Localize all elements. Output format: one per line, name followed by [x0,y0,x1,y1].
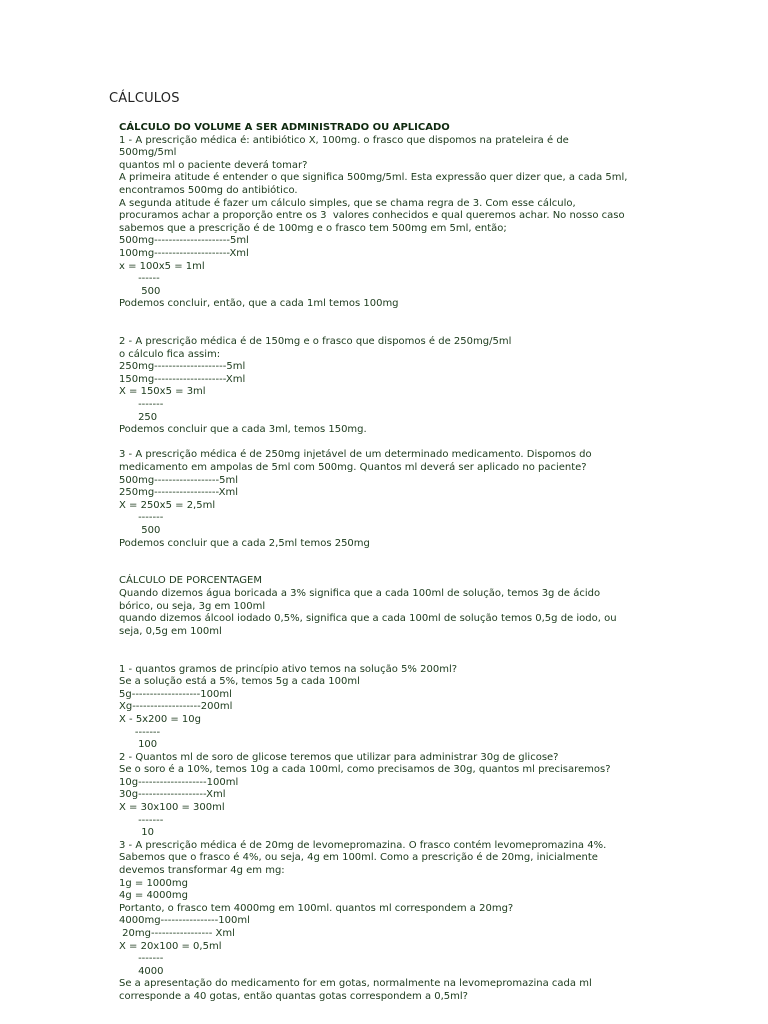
text-line: quando dizemos álcool iodado 0,5%, significa que a cada 100ml de solução temos 0,5g de iodo, ou [119,613,617,625]
text-line: 3 - A prescrição médica é de 20mg de levomepromazina. O frasco contém levomepromazina 4%. [119,839,607,851]
text-line: Xg-------------------200ml [119,701,233,713]
text-line: CÁLCULO DE PORCENTAGEM [119,575,262,587]
text-line: Quando dizemos água boricada a 3% significa que a cada 100ml de solução, temos 3g de ácido [119,587,601,599]
text-line: ------ [119,273,160,285]
text-line: X = 150x5 = 3ml [119,386,206,398]
text-line: X = 250x5 = 2,5ml [119,499,216,511]
text-line: Portanto, o frasco tem 4000mg em 100ml. quantos ml correspondem a 20mg? [119,902,514,914]
text-line: 2 - Quantos ml de soro de glicose teremos que utilizar para administrar 30g de glicose? [119,751,559,763]
text-line: 10 [119,827,154,839]
text-line: Podemos concluir, então, que a cada 1ml temos 100mg [119,298,399,310]
document-body [119,122,659,1004]
text-line: 4g = 4000mg [119,890,188,902]
text-line: 500mg---------------------5ml [119,235,249,247]
text-line: 1 - quantos gramos de princípio ativo temos na solução 5% 200ml? [119,663,458,675]
text-line: seja, 0,5g em 100ml [119,625,222,637]
text-line: Se o soro é a 10%, temos 10g a cada 100ml, como precisamos de 30g, quantos ml precisaremos? [119,764,611,776]
text-line: 4000 [119,965,164,977]
text-line: ------- [119,814,164,826]
text-line: Podemos concluir que a cada 2,5ml temos 250mg [119,537,370,549]
text-line: 1g = 1000mg [119,877,188,889]
text-line: A segunda atitude é fazer um cálculo simples, que se chama regra de 3. Com esse cálculo, [119,197,576,209]
text-line: X = 30x100 = 300ml [119,802,225,814]
text-line: 10g-------------------100ml [119,776,239,788]
text-line [119,324,659,337]
text-line: Se a apresentação do medicamento for em gotas, normalmente na levomepromazina cada ml [119,978,592,990]
text-line: x = 100x5 = 1ml [119,260,205,272]
text-line: 30g-------------------Xml [119,789,226,801]
text-line: Se a solução está a 5%, temos 5g a cada 100ml [119,676,360,688]
text-line: medicamento em ampolas de 5ml com 500mg. Quantos ml deverá ser aplicado no paciente? [119,462,587,474]
text-line: ------- [119,399,164,411]
text-line: 4000mg----------------100ml [119,915,250,927]
text-line: 500mg/5ml [119,147,177,159]
text-line [119,651,659,664]
text-line: 250mg--------------------5ml [119,361,246,373]
text-line: encontramos 500mg do antibiótico. [119,184,298,196]
text-line [119,550,659,563]
text-line: ------- [119,953,164,965]
text-line: 250mg------------------Xml [119,487,238,499]
text-line: A primeira atitude é entender o que significa 500mg/5ml. Esta expressão quer dizer que, a cada 5ml, [119,172,628,184]
text-line: 500mg------------------5ml [119,474,239,486]
text-line: 100 [119,739,158,751]
text-line: 3 - A prescrição médica é de 250mg injetável de um determinado medicamento. Dispomos do [119,449,592,461]
text-line: 1 - A prescrição médica é: antibiótico X, 100mg. o frasco que dispomos na prateleira é de [119,134,569,146]
text-line: Sabemos que o frasco é 4%, ou seja, 4g em 100ml. Como a prescrição é de 20mg, inicialmente [119,852,598,864]
text-line: bórico, ou seja, 3g em 100ml [119,600,266,612]
text-line: ------- [119,512,164,524]
text-line: 5g-------------------100ml [119,688,232,700]
text-line: procuramos achar a proporção entre os 3 valores conhecidos e qual queremos achar. No nosso caso [119,210,625,222]
text-line: X = 20x100 = 0,5ml [119,940,222,952]
page-title: CÁLCULOS [109,91,180,106]
text-line: devemos transformar 4g em mg: [119,865,285,877]
text-line: 250 [119,411,158,423]
text-line: ------- [119,726,161,738]
text-line: quantos ml o paciente deverá tomar? [119,159,308,171]
text-line: o cálculo fica assim: [119,348,221,360]
text-line [119,437,659,450]
text-line [119,311,659,324]
text-line: 500 [119,285,161,297]
text-line: Podemos concluir que a cada 3ml, temos 150mg. [119,424,367,436]
text-line: 150mg--------------------Xml [119,373,246,385]
text-line: X - 5x200 = 10g [119,713,201,725]
text-line [119,638,659,651]
text-line: 20mg----------------- Xml [119,928,235,939]
text-line: sabemos que a prescrição é de 100mg e o frasco tem 500mg em 5ml, então; [119,222,507,234]
text-line: 100mg---------------------Xml [119,247,249,259]
text-line: 2 - A prescrição médica é de 150mg e o frasco que dispomos é de 250mg/5ml [119,336,512,348]
text-line: 500 [119,525,161,536]
text-line [119,563,659,576]
section-heading: CÁLCULO DO VOLUME A SER ADMINISTRADO OU APLICADO [119,122,450,133]
text-line: corresponde a 40 gotas, então quantas gotas correspondem a 0,5ml? [119,990,468,1002]
